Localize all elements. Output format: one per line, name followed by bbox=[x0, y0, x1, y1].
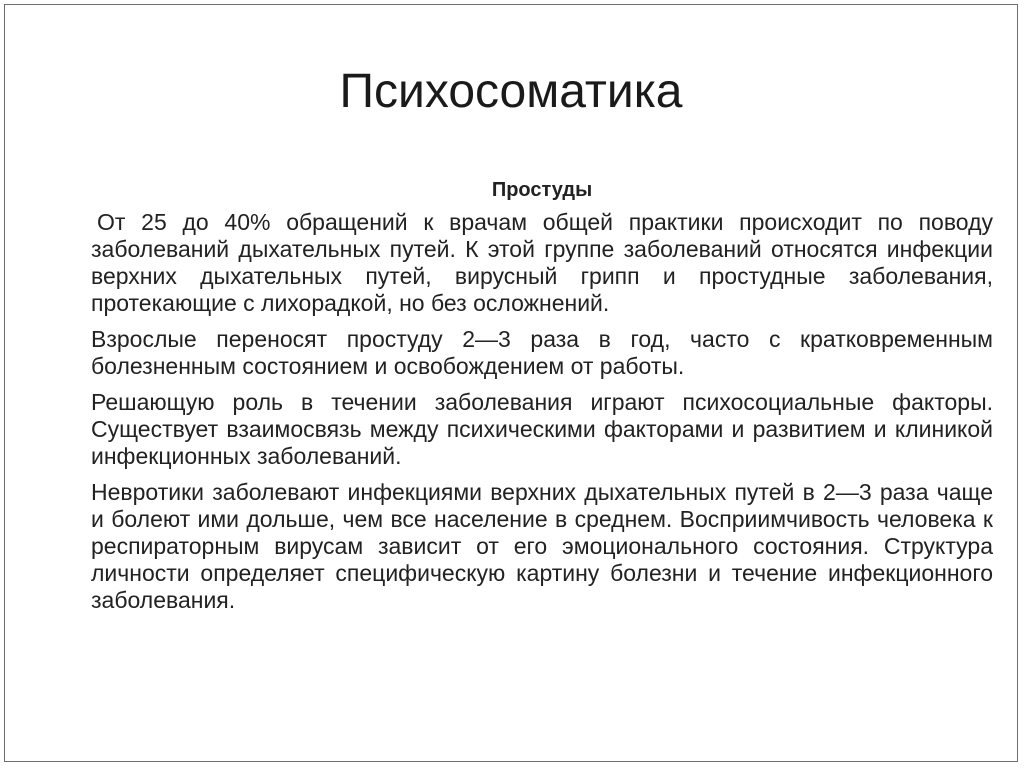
paragraph-2: Взрослые переносят простуду 2—3 раза в год, часто с кратковременным болезненным состоянием и освобождением от работы. bbox=[91, 326, 993, 379]
paragraph-3: Решающую роль в течении заболевания играют психосоциальные факторы. Существует взаимосвязь между психическими факторами и развитием и клиникой инфекционных заболеваний. bbox=[91, 389, 993, 469]
slide-content bbox=[91, 177, 993, 623]
section-subheading: Простуды bbox=[491, 179, 593, 201]
paragraph-1: От 25 до 40% обращений к врачам общей практики происходит по поводу заболеваний дыхательных путей. К этой группе заболеваний относятся инфекции верхних дыхательных путей, вирусный грипп и простудные заболевания, протекающие с лихорадкой, но без осложнений. bbox=[91, 209, 993, 316]
slide-title: Психосоматика bbox=[339, 65, 683, 118]
paragraph-4: Невротики заболевают инфекциями верхних дыхательных путей в 2—3 раза чаще и болеют ими дольше, чем все население в среднем. Восприимчивость человека к респираторным вирусам зависит от его эмоционального состояния. Структура личности определяет специфическую картину болезни и течение инфекционного заболевания. bbox=[91, 479, 993, 613]
slide-frame bbox=[4, 4, 1018, 762]
